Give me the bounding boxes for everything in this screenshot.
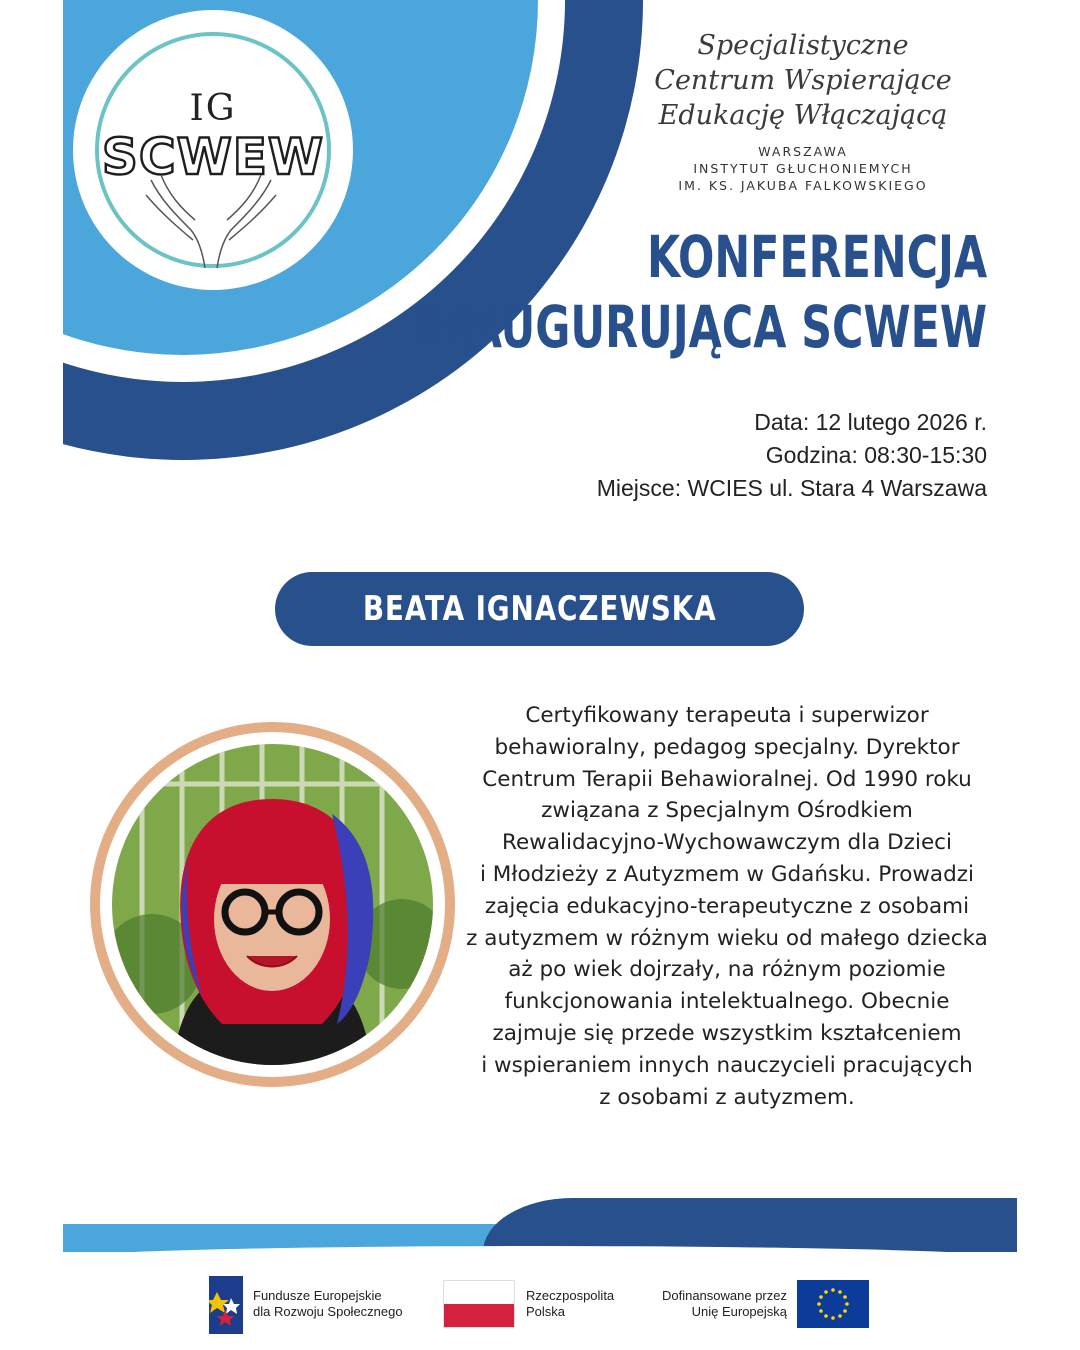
hands-icon (141, 160, 281, 270)
fe-label-line: dla Rozwoju Społecznego (253, 1304, 403, 1319)
fe-label (253, 1288, 403, 1320)
fe-label-line: Fundusze Europejskie (253, 1288, 382, 1303)
pl-label-line: Rzeczpospolita (526, 1288, 615, 1303)
speaker-photo (112, 744, 433, 1065)
org-institute: INSTYTUT GŁUCHONIEMYCH (693, 161, 913, 176)
footer-band-dark (483, 1198, 1017, 1252)
event-details (597, 406, 987, 505)
event-title (417, 222, 987, 362)
org-patron: IM. KS. JAKUBA FALKOWSKIEGO (678, 178, 928, 193)
org-name-line: Specjalistyczne (697, 30, 909, 61)
event-date: Data: 12 lutego 2026 r. (754, 409, 987, 435)
fundusze-europejskie-icon (209, 1272, 243, 1336)
speaker-name-banner (275, 572, 804, 646)
eu-label (651, 1288, 787, 1320)
logo-wordmark: SCWEW (101, 128, 325, 186)
speaker-name: BEATA IGNACZEWSKA (362, 589, 717, 629)
event-title-line1: KONFERENCJA (646, 223, 987, 291)
pl-label (526, 1288, 614, 1320)
pl-label-line: Polska (526, 1304, 566, 1319)
poland-flag-icon (443, 1280, 515, 1328)
org-city: WARSZAWA (758, 144, 848, 159)
org-name-line: Edukację Włączającą (658, 100, 948, 131)
org-name-line: Centrum Wspierające (654, 65, 952, 96)
funding-footer (63, 1268, 1017, 1338)
organization-block (623, 28, 983, 194)
poster (63, 0, 1017, 1350)
speaker-bio: Certyfikowany terapeuta i superwizor behawioralny, pedagog specjalny. Dyrektor Centrum Terapii Behawioralnej. Od 1990 roku związana z Specjalnym Ośrodkiem Rewalidacyjno-Wychowawczym dla Dzieci i Młodzieży z Autyzmem w Gdańsku. Prowadzi zajęcia edukacyjno-terapeutyczne z osobami z autyzmem w różnym wieku od małego dziecka aż po wiek dojrzały, na różnym poziomie funkcjonowania intelektualnego. Obecnie zajmuje się przede wszystkim kształceniem i wspieraniem innych nauczycieli pracujących z osobami z autyzmem. (466, 703, 988, 1110)
event-title-line2: INAUGURUJĄCA SCWEW (417, 293, 987, 361)
logo-ig-text: IG (189, 88, 237, 129)
eu-label-line: Unię Europejską (691, 1304, 787, 1319)
eu-label-line: Dofinansowane przez (661, 1288, 787, 1303)
eu-flag-icon (797, 1280, 869, 1328)
event-time: Godzina: 08:30-15:30 (765, 442, 987, 468)
event-place: Miejsce: WCIES ul. Stara 4 Warszawa (596, 475, 987, 501)
photo-frame-gap (100, 732, 445, 1077)
scwew-logo (73, 10, 353, 290)
speaker-photo-frame (90, 722, 455, 1087)
